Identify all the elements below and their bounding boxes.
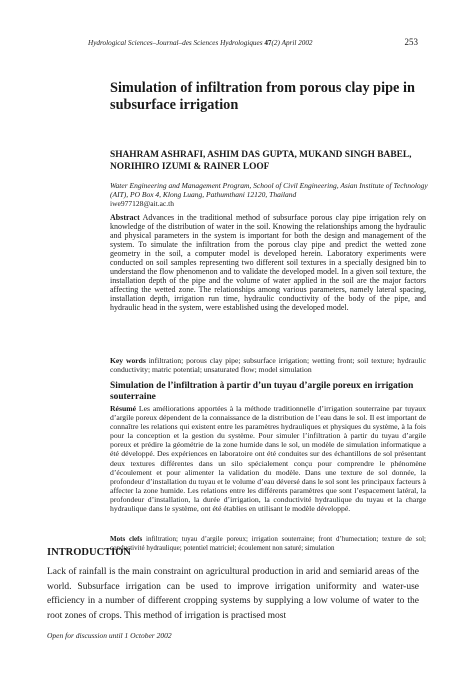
introduction-heading: INTRODUCTION (47, 547, 132, 558)
mots-cles-label: Mots clefs (110, 535, 143, 543)
author-list: SHAHRAM ASHRAFI, ASHIM DAS GUPTA, MUKAND SINGH BABEL, NORIHIRO IZUMI & RAINER LOOF (110, 150, 412, 172)
page-number: 253 (404, 37, 418, 47)
running-head (88, 38, 418, 48)
journal-volume: 47 (264, 39, 272, 47)
author-affiliation: Water Engineering and Management Program, School of Civil Engineering, Asian Institute of Technology (AIT), PO Box 4, Klong Luang, Pathumthani 12120, Thailand (110, 181, 428, 199)
abstract-label: Abstract (110, 213, 140, 222)
keywords-text: infiltration; porous clay pipe; subsurface irrigation; wetting front; soil texture; hydraulic conductivity; matric potential; unsaturated flow; model simulation (110, 356, 426, 374)
mots-cles-text: infiltration; tuyau d’argile poreux; irrigation souterraine; front d’humectation; texture de sol; conductivité hydraulique; potentiel matriciel; écoulement non saturé; simulation (110, 535, 426, 552)
author-email: iwe977128@ait.ac.th (110, 199, 174, 208)
abstract-text: Advances in the traditional method of subsurface porous clay pipe irrigation rely on knowledge of the distribution of water in the soil. Knowing the relationships among the hydraulic and physical parameters in the system is important for both the design and management of the system. To simulate the infiltration from the porous clay pipe and predict the wetted zone geometry in the soil, a computer model is developed herein. Laboratory experiments were conducted on soil samples representing two different soil textures in a specially designed bin to understand the flow phenomenon and to validate the developed model. In a given soil texture, the installation depth of the pipe and the volume of water applied in the soil are the major factors affecting the wetted zone. The relationships among various parameters, namely lateral spacing, installation depth, irrigation run time, hydraulic conductivity of the body of the pipe, and hydraulic head in the system, were established using the developed model. (110, 213, 426, 313)
journal-name: Hydrological Sciences–Journal–des Sciences Hydrologiques (88, 39, 263, 47)
french-title: Simulation de l’infiltration à partir d’un tuyau d’argile poreux en irrigation souterraine (110, 381, 414, 402)
discussion-footnote: Open for discussion until 1 October 2002 (47, 631, 172, 640)
resume-label: Résumé (110, 404, 137, 413)
keywords-paragraph (110, 356, 426, 374)
abstract-paragraph (110, 213, 426, 313)
journal-issue-date: (2) April 2002 (271, 39, 313, 47)
article-title: Simulation of infiltration from porous clay pipe in subsurface irrigation (110, 80, 415, 113)
resume-text: Les améliorations apportées à la méthode traditionnelle d’irrigation souterraine par tuyaux d’argile poreux dépendent de la connaissance de la distribution de l’eau dans le sol. Il est important de connaître les relations qui existent entre les paramètres hydrauliques et physiques du système, à la fois pour la conception et la gestion du système. Pour simuler l’infiltration à partir du tuyau d’argile poreux et prédire la géométrie de la zone humide dans le sol, un modèle de simulation informatique a été développé. Des expériences en laboratoire ont été conduites sur des échantillons de sol présentant deux textures différentes dans un silo spécialement conçu pour comprendre le phénomène d’écoulement et pour alimenter la validation du modèle. Dans une texture de sol donnée, la profondeur d’installation du tuyau et le volume d’eau déversé dans le sol sont les principaux facteurs à affecter la zone humide. Les relations entre les différents paramètres que sont l’espacement latéral, la profondeur d’installation, la durée d’irrigation, la conductivité hydraulique du tuyau et la charge hydraulique dans le système, ont été établies en utilisant le modèle développé. (110, 404, 426, 514)
resume-paragraph (110, 404, 426, 513)
keywords-label: Key words (110, 356, 146, 365)
introduction-text: Lack of rainfall is the main constraint on agricultural production in arid and semiarid areas of the world. Subsurface irrigation can be used to improve irrigation uniformity and water-use efficiency in a number of different cropping systems by supplying a low volume of water to the root zones of crops. This method of irrigation is practised most (47, 567, 419, 621)
